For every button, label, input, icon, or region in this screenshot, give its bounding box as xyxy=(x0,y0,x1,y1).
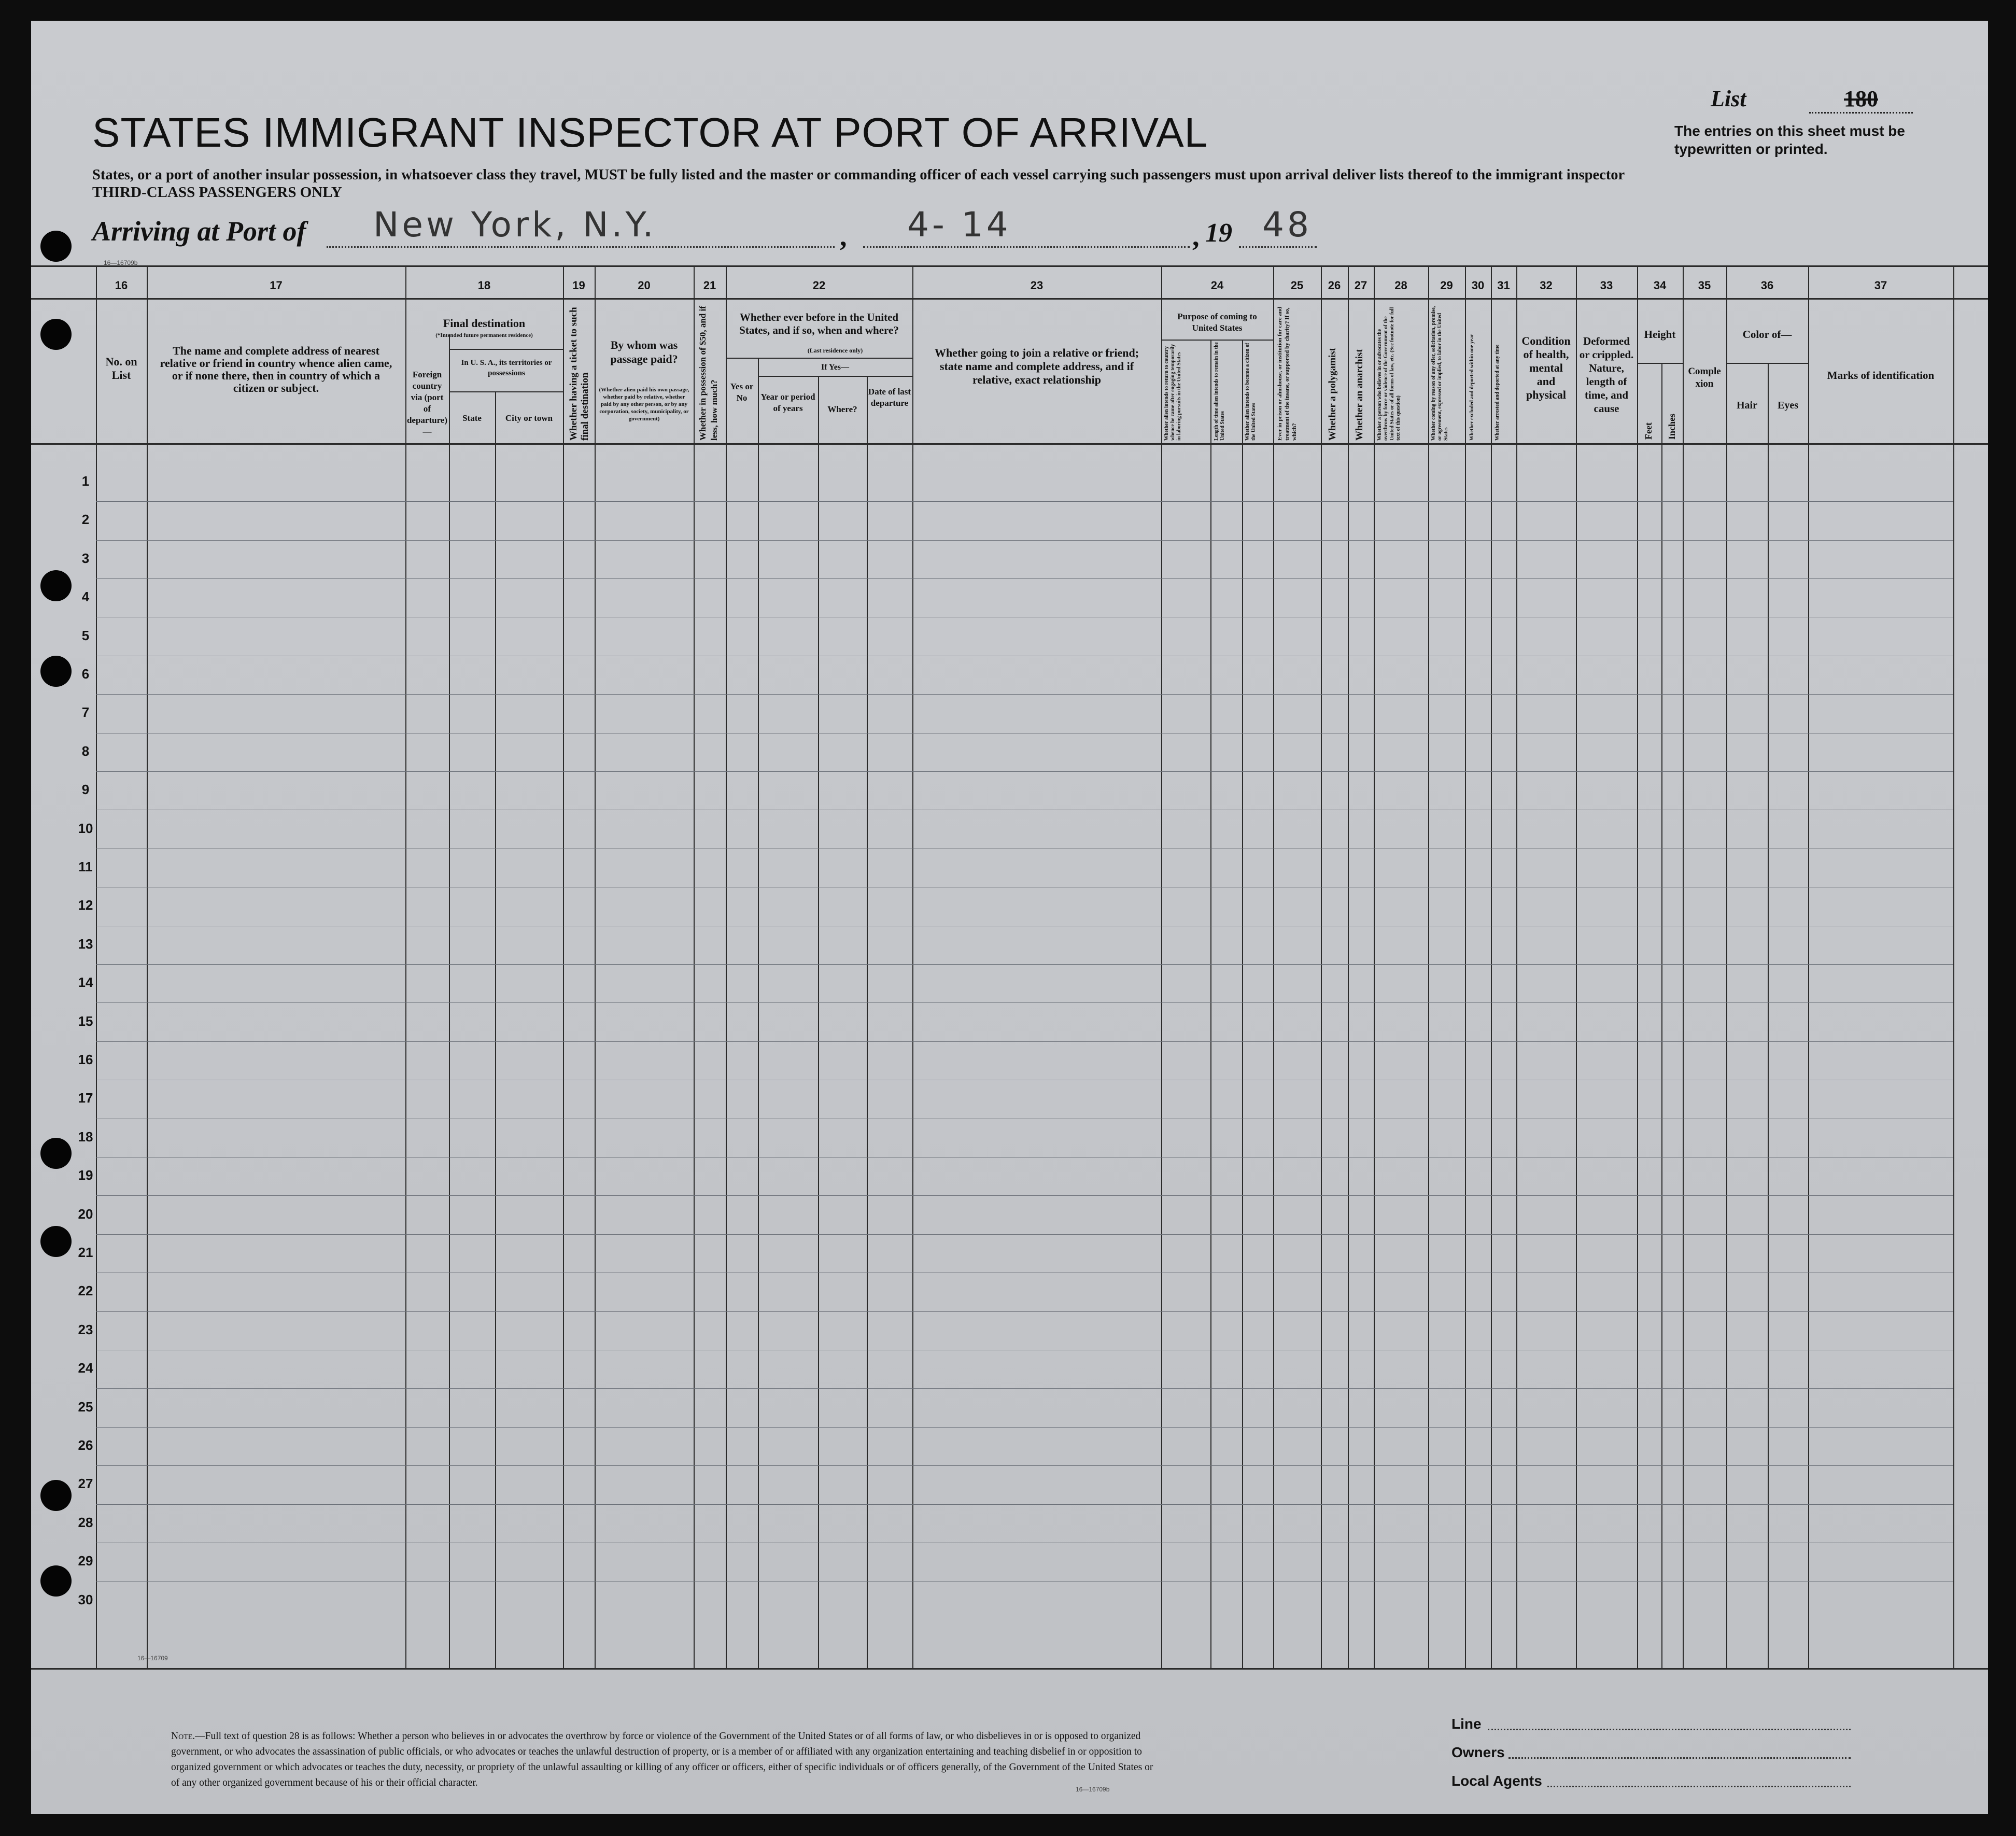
date-line xyxy=(863,246,1190,248)
header-nearest-relative: The name and complete address of nearest relative or friend in country whence alien came, or if none there, then in country of which a citizen or subject. xyxy=(160,345,392,394)
table-top-rule xyxy=(31,265,1988,267)
col-divider xyxy=(1273,265,1274,1668)
col-divider xyxy=(449,334,450,1668)
row-rule xyxy=(96,1041,1953,1042)
col-divider xyxy=(1210,340,1211,1668)
header-complexion: Complexion xyxy=(1688,366,1721,389)
row-rule xyxy=(96,540,1953,541)
footer-note xyxy=(171,1729,1156,1791)
colnum-26: 26 xyxy=(1328,279,1341,292)
row-rule xyxy=(96,1234,1953,1235)
year-prefix: 19 xyxy=(1205,218,1232,248)
header-ever-before: Whether ever before in the United States, and if so, when and where? xyxy=(739,311,899,336)
form-code-bottom: 16—16709 xyxy=(137,1655,168,1662)
note-text: —Full text of question 28 is as follows: Whether a person who believes in or advocates the overthrow by force or violence of the Government of the United States or of all forms of law, or who disbelieves in or is opposed to organized government, or who advocates the assassination of public officials, or who advocates or teaches the unlawful destruction of property, or is a member of or affiliated with any organization entertaining and teaching disbelief in or opposition to organized government or which advocates or teaches the duty, necessity, or propriety of the unlawful assaulting or killing of any officer or officers, either of specific individuals or of officers generally, of the Government of the United States or of any other organized government because of his or their official character. xyxy=(171,1731,1153,1788)
colnum-36: 36 xyxy=(1760,279,1774,292)
punch-hole xyxy=(40,570,72,601)
col-divider xyxy=(1683,265,1684,1668)
col-divider xyxy=(818,376,819,1668)
colnum-35: 35 xyxy=(1698,279,1711,292)
header-q28: Whether a person who believes in or advocates the overthrow by force or violence of the Government of the United States or of all forms of law, etc. (See footnote for full text of this question) xyxy=(1377,307,1401,441)
header-foreign-country: Foreign country via (port of departure)— xyxy=(406,370,448,436)
header-last-residence: (Last residence only) xyxy=(807,347,863,354)
col-divider xyxy=(1348,265,1349,1668)
col-divider xyxy=(1808,265,1809,1668)
local-agents-field[interactable] xyxy=(1547,1786,1851,1787)
row-number: 28 xyxy=(78,1514,93,1530)
header-prison: Ever in prison or almshouse, or institution for care and treatment of the insane, or supported by charity? If so, which? xyxy=(1277,306,1298,441)
row-number: 18 xyxy=(78,1128,93,1145)
row-number: 14 xyxy=(78,975,93,991)
col-divider xyxy=(405,265,406,1668)
row-number: 8 xyxy=(81,743,90,759)
punch-hole xyxy=(40,1226,72,1257)
col-divider xyxy=(1321,265,1322,1668)
owners-field[interactable] xyxy=(1509,1757,1851,1759)
subtitle: States, or a port of another insular possession, in whatsoever class they travel, MUST be fully listed and the master or commanding officer of each vessel carrying such passengers must upon arrival deliver lists thereof to the immigrant inspector xyxy=(92,167,1625,183)
row-rule xyxy=(96,1388,1953,1389)
header-passage-paid-sub: (Whether alien paid his own passage, whether paid by relative, whether paid by any other person, or by any corporation, society, municipality, or government) xyxy=(599,387,689,422)
row-number: 9 xyxy=(81,782,90,798)
row-number: 10 xyxy=(78,820,93,836)
col-divider xyxy=(726,265,727,1668)
row-rule xyxy=(96,1002,1953,1003)
header-in-usa: In U. S. A., its territories or possessions xyxy=(461,359,552,377)
colnum-22: 22 xyxy=(812,279,826,292)
year-handwritten: 48 xyxy=(1262,205,1312,245)
colnum-16: 16 xyxy=(115,279,128,292)
col-divider xyxy=(495,391,496,1668)
colnum-37: 37 xyxy=(1874,279,1887,292)
col-divider xyxy=(147,265,148,1668)
header-city-or-town: City or town xyxy=(505,413,553,423)
row-number: 29 xyxy=(78,1553,93,1569)
row-number: 13 xyxy=(78,936,93,952)
colnum-28: 28 xyxy=(1394,279,1407,292)
line-label: Line xyxy=(1451,1716,1482,1732)
punch-hole xyxy=(40,231,72,262)
row-rule xyxy=(96,694,1953,695)
header-passage-paid: By whom was passage paid? xyxy=(610,338,678,365)
row-rule xyxy=(96,964,1953,965)
row-rule xyxy=(96,1465,1953,1466)
form-code-note: 16—16709b xyxy=(1076,1786,1110,1793)
punch-hole xyxy=(40,1565,72,1597)
row-number: 15 xyxy=(78,1013,93,1029)
colnum-31: 31 xyxy=(1497,279,1510,292)
col-divider xyxy=(1428,265,1429,1668)
header-final-destination: Final destination xyxy=(443,317,526,330)
row-number: 7 xyxy=(81,704,90,721)
colnum-rule xyxy=(31,298,1988,300)
row-number: 1 xyxy=(81,473,90,489)
header-deformed: Deformed or crippled. Nature, length of time, and cause xyxy=(1579,335,1634,415)
row-rule xyxy=(96,1504,1953,1505)
col-divider xyxy=(1576,265,1577,1668)
sub-rule xyxy=(1726,363,1808,364)
year-line xyxy=(1239,246,1317,248)
header-q29: Whether coming by reason of any offer, solicitation, promise, or agreement, expressed or implied, to labor in the United States xyxy=(1431,306,1449,441)
row-number: 4 xyxy=(81,589,90,605)
header-q30: Whether excluded and deported within one year xyxy=(1469,334,1475,441)
col-divider xyxy=(563,265,564,1668)
col-divider xyxy=(912,265,913,1668)
header-if-yes: If Yes— xyxy=(821,363,850,372)
punch-hole xyxy=(40,656,72,687)
header-date-last-departure: Date of last departure xyxy=(868,387,911,408)
row-number: 23 xyxy=(78,1321,93,1337)
colnum-30: 30 xyxy=(1471,279,1485,292)
colnum-29: 29 xyxy=(1440,279,1453,292)
row-number: 2 xyxy=(81,512,90,528)
col-divider xyxy=(1374,265,1375,1668)
header-ticket: Whether having a ticket to such final destination xyxy=(568,307,590,441)
col-divider xyxy=(758,358,759,1668)
owners-label: Owners xyxy=(1451,1744,1505,1760)
row-rule xyxy=(96,771,1953,772)
colnum-19: 19 xyxy=(572,279,585,292)
row-rule xyxy=(96,578,1953,579)
row-number: 5 xyxy=(81,627,90,643)
colnum-24: 24 xyxy=(1210,279,1224,292)
local-agents-label: Local Agents xyxy=(1451,1773,1542,1789)
table-bottom-rule xyxy=(31,1668,1988,1670)
punch-hole xyxy=(40,1138,72,1169)
header-health: Condition of health, mental and physical xyxy=(1521,334,1571,401)
colnum-17: 17 xyxy=(270,279,283,292)
row-number: 25 xyxy=(78,1399,93,1415)
list-number: 180 xyxy=(1809,86,1913,114)
col-divider xyxy=(1661,363,1662,1668)
header-feet: Feet xyxy=(1643,422,1654,440)
punch-hole xyxy=(40,1480,72,1511)
punch-hole xyxy=(40,319,72,350)
date-handwritten: 4- 14 xyxy=(907,205,1011,245)
col-divider xyxy=(1637,265,1638,1668)
colnum-27: 27 xyxy=(1354,279,1368,292)
row-rule xyxy=(96,501,1953,502)
comma: , xyxy=(1192,221,1200,252)
header-color-of: Color of— xyxy=(1742,328,1792,341)
colnum-20: 20 xyxy=(638,279,651,292)
port-handwritten: New York, N.Y. xyxy=(373,205,657,245)
col-divider xyxy=(1491,265,1492,1668)
row-number: 3 xyxy=(81,550,90,566)
row-number: 22 xyxy=(78,1283,93,1299)
colnum-21: 21 xyxy=(703,279,716,292)
note-head: Note. xyxy=(171,1731,195,1742)
row-number: 24 xyxy=(78,1360,93,1376)
header-no-on-list: No. on List xyxy=(105,355,137,382)
header-purpose: Purpose of coming to United States xyxy=(1177,312,1257,333)
port-line xyxy=(327,246,835,248)
comma: , xyxy=(840,221,847,252)
row-rule xyxy=(96,1427,1953,1428)
colnum-23: 23 xyxy=(1030,279,1044,292)
header-state: State xyxy=(462,413,482,423)
header-eyes: Eyes xyxy=(1778,400,1798,411)
col-divider xyxy=(1953,265,1954,1668)
header-where: Where? xyxy=(827,404,857,414)
header-possession-50: Whether in possession of $50, and if less, how much? xyxy=(698,306,719,441)
header-marks: Marks of identification xyxy=(1827,369,1935,382)
colnum-32: 32 xyxy=(1540,279,1553,292)
row-number: 26 xyxy=(78,1437,93,1453)
row-rule xyxy=(96,1195,1953,1196)
colnum-34: 34 xyxy=(1653,279,1667,292)
sub-rule xyxy=(1161,340,1273,341)
header-inches: Inches xyxy=(1667,413,1677,440)
entries-note: The entries on this sheet must be typewritten or printed. xyxy=(1674,123,1905,157)
col-divider xyxy=(1242,340,1243,1668)
header-year-period: Year or period of years xyxy=(760,392,815,413)
col-divider xyxy=(694,265,695,1668)
colnum-18: 18 xyxy=(477,279,491,292)
header-anarchist: Whether an anarchist xyxy=(1354,349,1365,441)
col-divider xyxy=(1465,265,1466,1668)
header-join-relative: Whether going to join a relative or friend; state name and complete address, and if relative, exact relationship xyxy=(934,346,1139,386)
sub-rule xyxy=(1637,363,1683,364)
row-number: 27 xyxy=(78,1476,93,1492)
col-divider xyxy=(1726,265,1727,1668)
sub-rule xyxy=(758,376,912,377)
row-number: 17 xyxy=(78,1090,93,1106)
row-rule xyxy=(96,1311,1953,1312)
form-code-top: 16—16709b xyxy=(104,259,138,266)
header-purpose-return: Whether alien intends to return to country whence he came after engaging temporarily in laboring pursuits in the United States xyxy=(1164,344,1182,441)
colnum-25: 25 xyxy=(1290,279,1304,292)
line-field[interactable] xyxy=(1488,1729,1851,1730)
class-note: THIRD-CLASS PASSENGERS ONLY xyxy=(92,184,342,201)
row-number: 16 xyxy=(78,1052,93,1067)
header-hair: Hair xyxy=(1737,400,1757,411)
col-divider xyxy=(867,376,868,1668)
header-yes-or-no: Yes or No xyxy=(730,382,754,403)
row-number: 12 xyxy=(78,897,93,913)
header-bottom-rule xyxy=(31,443,1988,445)
row-number: 11 xyxy=(78,859,93,874)
colnum-33: 33 xyxy=(1600,279,1613,292)
page-title: STATES IMMIGRANT INSPECTOR AT PORT OF ARRIVAL xyxy=(92,109,1208,156)
col-divider xyxy=(1161,265,1162,1668)
header-final-destination-sub: (*Intended future permanent residence) xyxy=(435,332,533,338)
arriving-label: Arriving at Port of xyxy=(92,216,306,247)
sub-rule xyxy=(449,349,563,350)
list-label: List xyxy=(1711,86,1746,111)
col-divider xyxy=(1768,363,1769,1668)
col-divider xyxy=(1516,265,1517,1668)
row-number: 20 xyxy=(78,1206,93,1222)
row-number: 21 xyxy=(78,1245,93,1260)
row-number: 30 xyxy=(78,1591,93,1607)
sub-rule xyxy=(449,391,563,392)
header-q31: Whether arrested and deported at any time xyxy=(1495,344,1500,441)
row-number: 6 xyxy=(81,666,90,682)
sub-rule xyxy=(726,358,912,359)
col-divider xyxy=(595,265,596,1668)
header-polygamist: Whether a polygamist xyxy=(1327,347,1338,441)
row-number: 19 xyxy=(78,1167,93,1183)
header-height: Height xyxy=(1644,328,1676,341)
header-purpose-length: Length of time alien intends to remain in the United States xyxy=(1214,342,1225,441)
header-purpose-citizen: Whether alien intends to become a citizen of the United States xyxy=(1245,343,1257,441)
